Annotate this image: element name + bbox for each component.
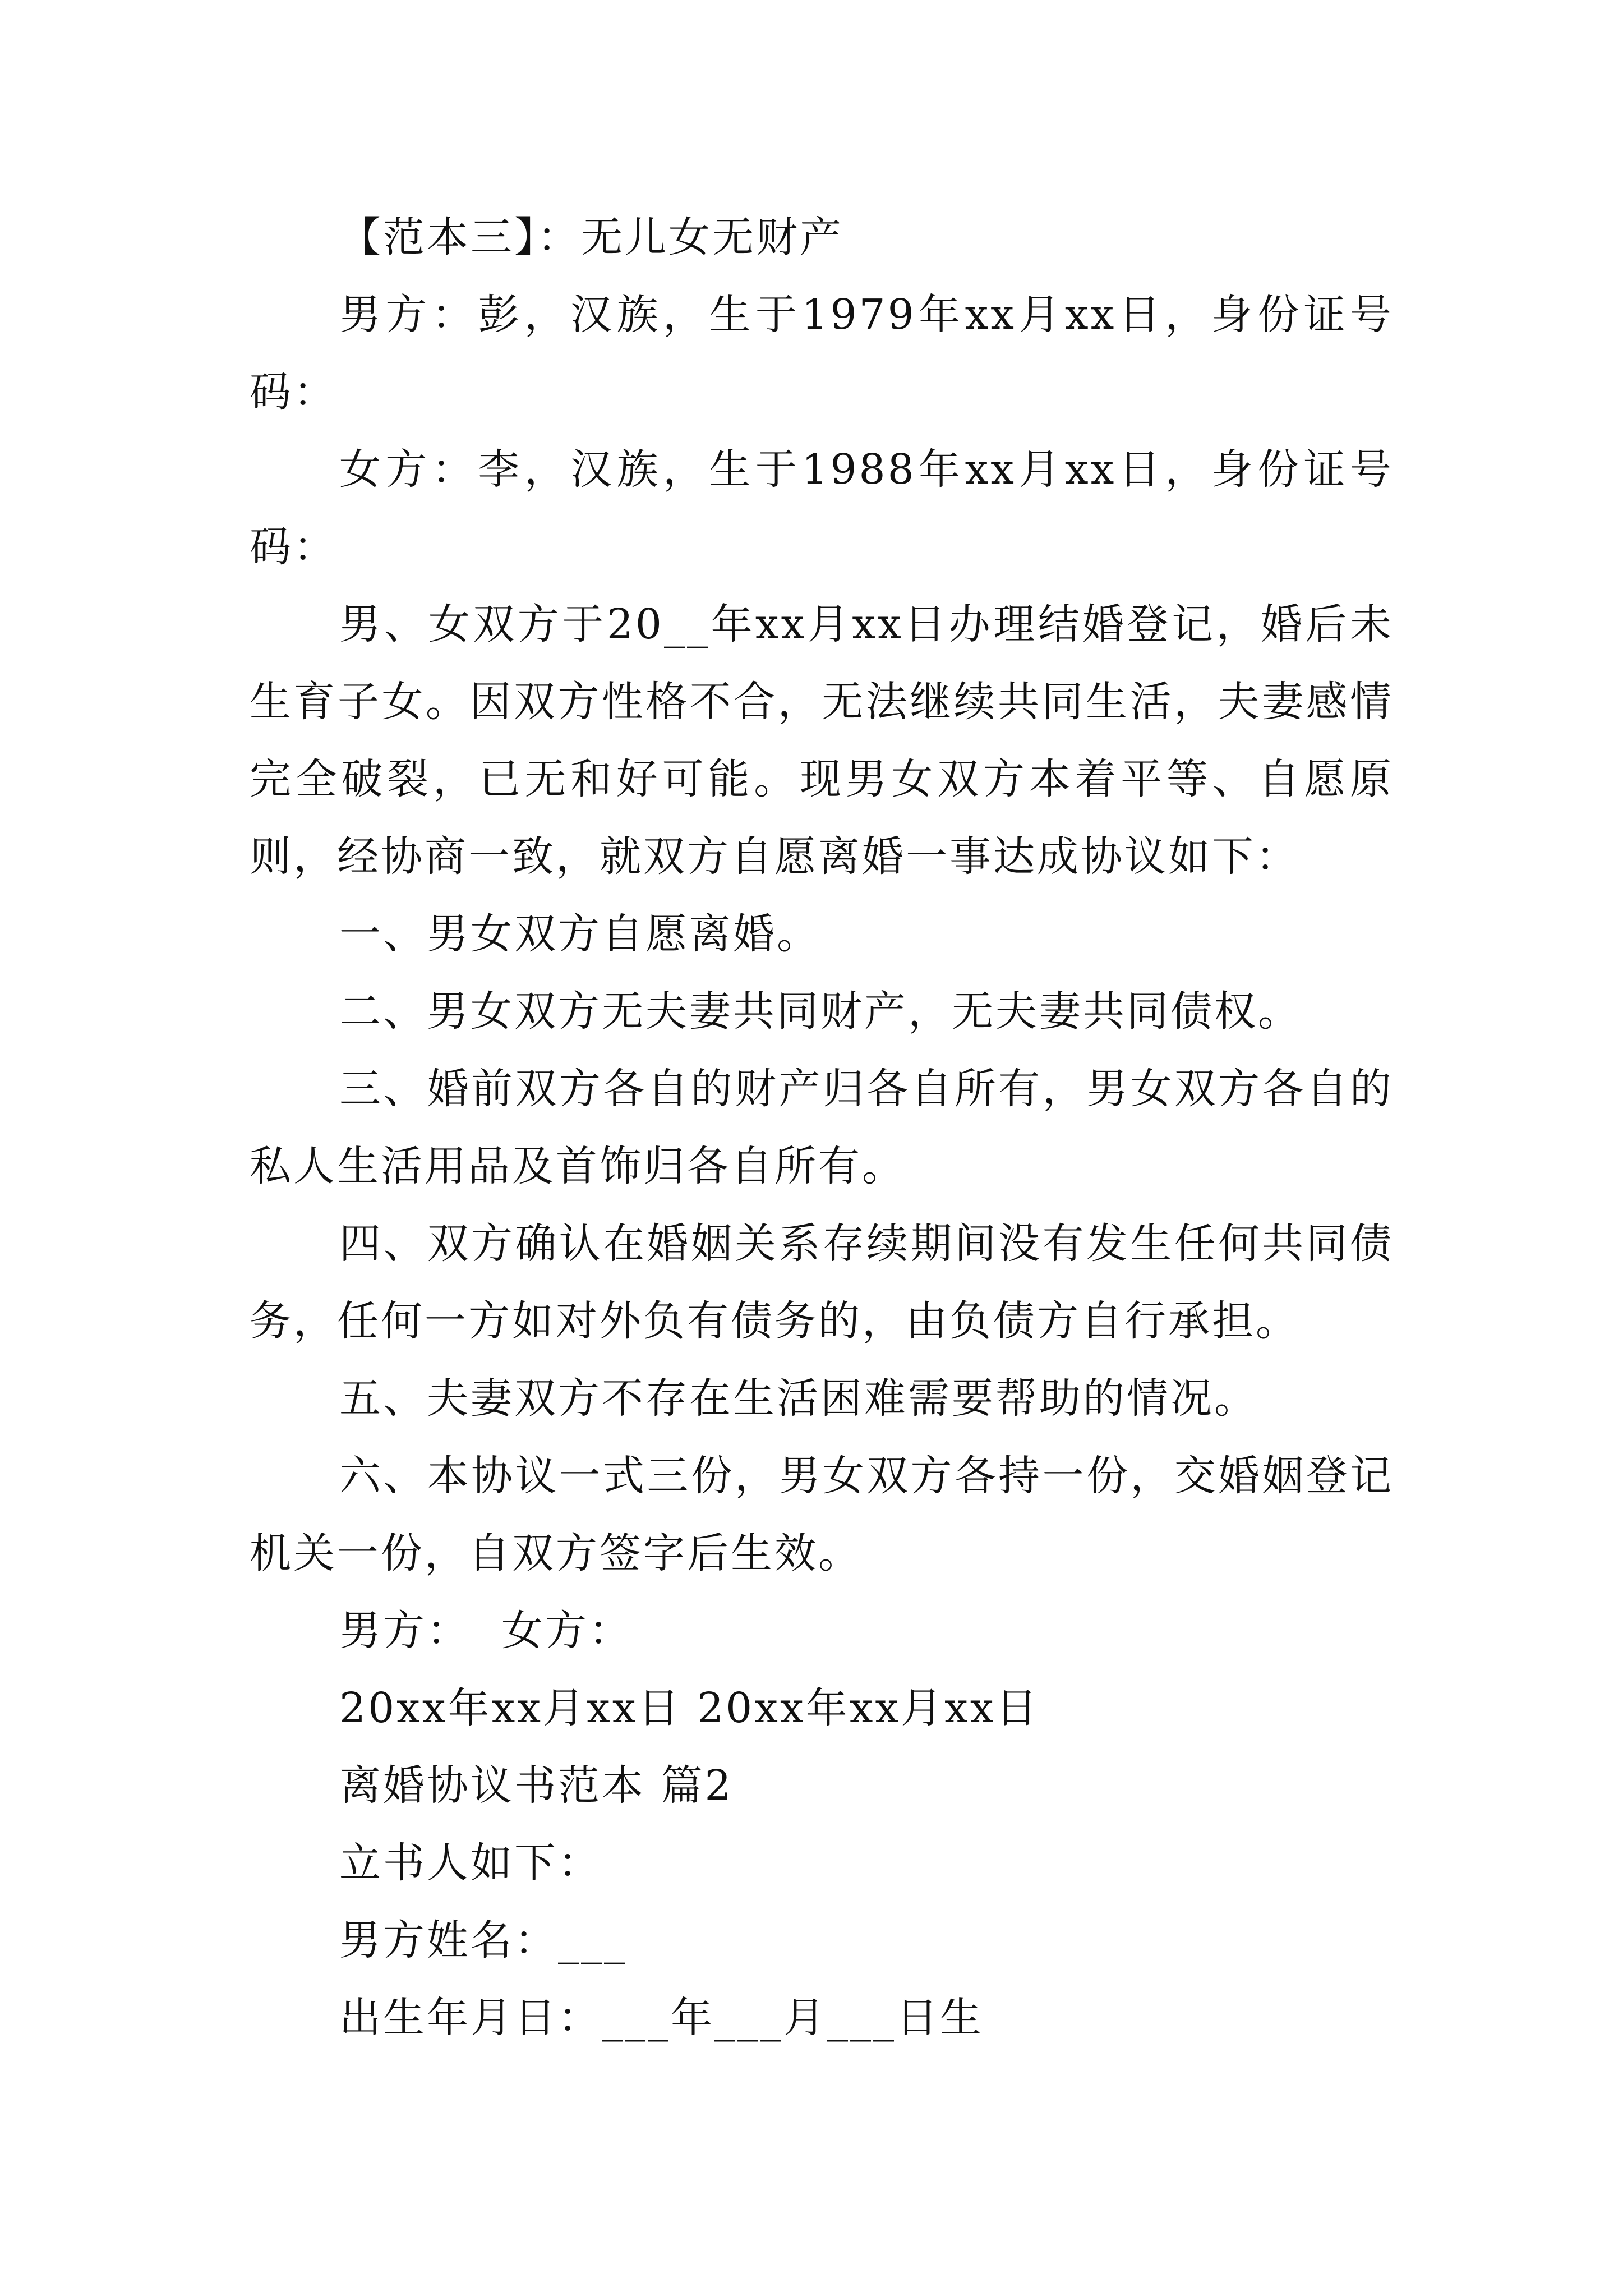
agreement-preamble: 男、女双方于20__年xx月xx日办理结婚登记，婚后未生育子女。因双方性格不合，无法继续共同生活，夫妻感情完全破裂，已无和好可能。现男女双方本着平等、自愿原则，经协商一致，就双方自愿离婚一事达成协议如下： [250,600,1394,881]
parties-intro: 立书人如下： [339,1839,602,1887]
clause-5: 五、夫妻双方不存在生活困难需要帮助的情况。 [339,1374,1258,1423]
date-line: 20xx年xx月xx日 20xx年xx月xx日 [339,1684,1040,1732]
signature-line: 男方： 女方： [339,1607,633,1655]
clause-1: 一、男女双方自愿离婚。 [339,910,820,958]
male-name-field: 男方姓名：___ [339,1916,627,1964]
female-party-info: 女方：李，汉族，生于1988年xx月xx日，身份证号码： [250,445,1394,571]
male-party-info: 男方：彭，汉族，生于1979年xx月xx日，身份证号码： [250,291,1394,416]
section-heading: 【范本三】：无儿女无财产 [339,213,843,261]
clause-4: 四、双方确认在婚姻关系存续期间没有发生任何共同债务，任何一方如对外负有债务的，由负债方自行承担。 [250,1220,1394,1345]
next-section-title: 离婚协议书范本 篇2 [339,1761,734,1810]
clause-2: 二、男女双方无夫妻共同财产，无夫妻共同债权。 [339,987,1302,1036]
birth-date-field: 出生年月日：___年___月___日生 [339,1994,984,2042]
document-body [250,199,1394,2056]
clause-6: 六、本协议一式三份，男女双方各持一份，交婚姻登记机关一份，自双方签字后生效。 [250,1452,1394,1577]
clause-3: 三、婚前双方各自的财产归各自所有，男女双方各自的私人生活用品及首饰归各自所有。 [250,1065,1394,1190]
